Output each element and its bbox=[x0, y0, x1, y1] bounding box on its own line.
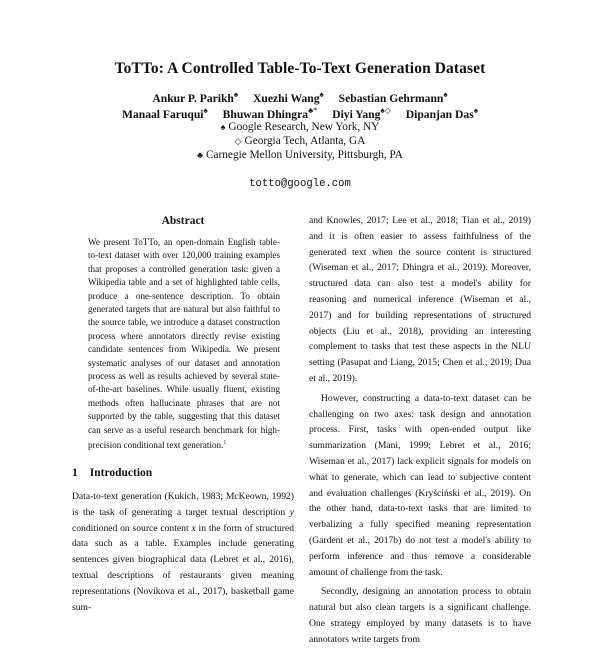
math-variable: y bbox=[289, 506, 294, 518]
affiliation: ♠ Google Research, New York, NY bbox=[220, 121, 380, 133]
author: Ankur P. Parikh♠ bbox=[152, 90, 239, 105]
section-title: Introduction bbox=[89, 467, 153, 479]
author-list-line-1 bbox=[0, 90, 600, 105]
abstract-text: We present ToTTo, an open-domain English table-to-text dataset with over 120,000 training examples that proposes a controlled generation task: given a Wikipedia table and a set of highlighted table cells, produce a one-sentence description. To obtain generated targets that are natural but also faithful to the source table, we introduce a dataset construction process where annotators directly revise existing candidate sentences from Wikipedia. We present systematic analyses of our dataset and annotation process as well as results achieved by several state-of-the-art baselines. While usually fluent, existing methods often hallucinate phrases that are not supported by the table, suggesting that this dataset can serve as a useful research benchmark for high-precision conditional text generation.$^1$ bbox=[88, 237, 280, 451]
author: Xuezhi Wang♠ bbox=[253, 90, 324, 105]
paper-title: ToTTo: A Controlled Table-To-Text Generation Dataset bbox=[114, 60, 486, 77]
affiliation: ♣ Carnegie Mellon University, Pittsburgh, PA bbox=[197, 149, 403, 161]
author: Dipanjan Das♠ bbox=[405, 106, 478, 121]
introduction-text: Data-to-text generation (Kukich, 1983; McKeown, 1992) is the task of generating a target textual description y conditioned on source content x in the form of structured data such as a table. Examples include generating sentences given biographical data (Lebret et al., 2016), textual descriptions of restaurants given meaning representations (Novikova et al., 2017), basketball game sum- bbox=[72, 491, 294, 613]
paragraph: However, constructing a data-to-text dataset can be challenging on two axes: task design and annotation process. First, tasks with open-ended output like summarization (Mani, 1999; Lebret et al., 2016; Wiseman et al., 2017) lack explicit signals for models on what to generate, which can lead to subjective content and evaluation challenges (Kryściński et al., 2019). On the other hand, data-to-text tasks that are limited to verbalizing a fully specified meaning representation (Gardent et al., 2017b) do not test a model's ability to perform inference and thus remove a considerable amount of challenge from the task. bbox=[309, 392, 531, 578]
author: Diyi Yang♠◇ bbox=[332, 106, 391, 121]
abstract-heading: Abstract bbox=[161, 215, 205, 227]
right-column-text bbox=[309, 213, 531, 648]
author: Bhuwan Dhingra♣* bbox=[222, 106, 318, 121]
author: Manaal Faruqui♠ bbox=[122, 106, 208, 121]
author: Sebastian Gehrmann♠ bbox=[338, 90, 448, 105]
section-number: 1 bbox=[72, 467, 78, 479]
section-heading bbox=[72, 467, 152, 479]
math-variable: x bbox=[191, 522, 196, 534]
affiliation: ◇ Georgia Tech, Atlanta, GA bbox=[234, 135, 366, 147]
paragraph: Secondly, designing an annotation process to obtain natural but also clean targets is a significant challenge. One strategy employed by many datasets is to have annotators write targets from bbox=[309, 586, 531, 645]
contact-email: totto@google.com bbox=[249, 178, 351, 190]
footnote-marker: 1 bbox=[223, 440, 227, 447]
paragraph: and Knowles, 2017; Lee et al., 2018; Tian et al., 2019) and it is often easier to assess faithfulness of the generated text when the source content is structured (Wiseman et al., 2017; Dhingra et al., 2019). Moreover, structured data can also test a model's ability for reasoning and numerical inference (Wiseman et al., 2017) and for building representations of structured objects (Liu et al., 2018), providing an interesting complement to tasks that test these aspects in the NLU setting (Pasupat and Liang, 2015; Chen et al., 2019; Dua et al., 2019). bbox=[309, 215, 531, 384]
author-list-line-2 bbox=[0, 106, 600, 121]
